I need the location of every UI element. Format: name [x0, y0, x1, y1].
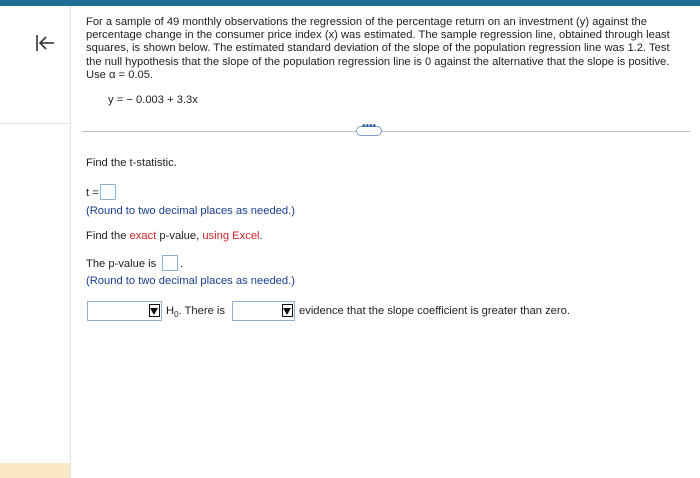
question-text: For a sample of 49 monthly observations the regression of the percentage return on an investment (y) against the percentage change in the consumer price index (x) was estimated. The sample regression line, obtained through least squares, is shown below. The estimated standard deviation of the slope of the population regression line was 1.2. Test the null hypothesis that the slope of the population regression line is 0 against the alternative that the slope is positive. Use α = 0.05. [86, 16, 670, 81]
dropdown-arrow-icon [283, 308, 291, 315]
regression-equation: y = − 0.003 + 3.3x [108, 94, 198, 106]
evidence-dropdown[interactable] [232, 301, 295, 321]
t-label: t = [86, 187, 99, 199]
exact-emphasis: exact [129, 230, 157, 242]
left-panel-footer [0, 463, 70, 478]
t-statistic-prompt: Find the t-statistic. [86, 157, 177, 169]
expand-more-button[interactable]: •••• [356, 126, 382, 136]
h0-label: $H_0$. There is [166, 305, 225, 320]
pvalue-input[interactable] [162, 255, 178, 271]
t-rounding-hint: (Round to two decimal places as needed.) [86, 205, 295, 217]
pvalue-rounding-hint: (Round to two decimal places as needed.) [86, 275, 295, 287]
dropdown-arrow-icon [150, 308, 158, 315]
left-panel-divider [0, 123, 70, 124]
top-bar [0, 0, 700, 6]
conclusion-text: evidence that the slope coefficient is greater than zero. [299, 305, 570, 317]
pvalue-prompt: Find the exact p-value, using Excel. [86, 230, 263, 242]
decision-dropdown[interactable] [87, 301, 162, 321]
excel-link[interactable]: using Excel [202, 230, 260, 242]
t-statistic-input[interactable] [100, 184, 116, 200]
left-panel [0, 6, 71, 478]
back-to-start-icon[interactable] [32, 30, 58, 56]
pvalue-period: . [180, 258, 184, 270]
pvalue-label: The p-value is [86, 258, 157, 270]
section-divider [82, 131, 690, 132]
